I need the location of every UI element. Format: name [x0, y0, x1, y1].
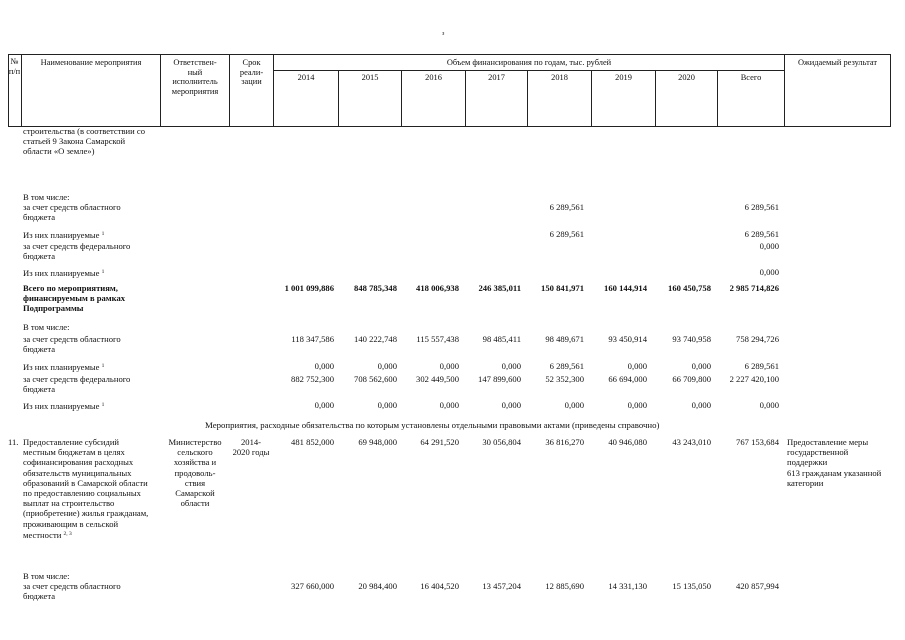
value-total: 0,000: [759, 241, 779, 251]
value-2016: 16 404,520: [420, 581, 459, 591]
header-year-2016: 2016: [425, 73, 442, 82]
value-2017: 98 485,411: [482, 334, 521, 344]
value-2017: 0,000: [501, 400, 521, 410]
value-2015: 848 785,348: [354, 283, 397, 293]
value-2019: 14 331,130: [608, 581, 647, 591]
value-2016: 0,000: [439, 361, 459, 371]
label-including: В том числе:: [23, 571, 70, 581]
value-total: 2 227 420,100: [729, 374, 779, 384]
label-regional-budget: за счет средств областного бюджета: [23, 581, 121, 602]
value-2020: 0,000: [691, 361, 711, 371]
value-2018: 52 352,300: [545, 374, 584, 384]
header-year-2020: 2020: [678, 73, 695, 82]
item-name: Предоставление субсидий местным бюджетам в целях софинансирования расходных обязательств муниципальных образований в Самарской области по предоставлению социальных выплат на строительство (приобретение) жилья гражданам, проживающим в сельской местности $^{2, 3}$: [23, 437, 149, 540]
value-2015: 708 562,600: [354, 374, 397, 384]
header-funding: Объем финансирования по годам, тыс. рублей: [446, 58, 612, 67]
header-year-2019: 2019: [615, 73, 632, 82]
label-federal-budget: за счет средств федерального бюджета: [23, 374, 131, 395]
value-2019: 0,000: [627, 361, 647, 371]
value-2018: 0,000: [564, 400, 584, 410]
header-years-border: [273, 70, 784, 71]
item-responsible: Министерство сельского хозяйства и продоволь- ствия Самарской области: [168, 437, 222, 509]
value-2020: 0,000: [691, 400, 711, 410]
value-2015: 140 222,748: [354, 334, 397, 344]
value-2015: 0,000: [377, 361, 397, 371]
value-total: 6 289,561: [744, 202, 779, 212]
page-marker: з: [442, 31, 445, 37]
value-2015: 20 984,400: [358, 581, 397, 591]
value-2017: 13 457,204: [482, 581, 521, 591]
value-total: 2 985 714,826: [729, 283, 779, 293]
value-2019: 66 694,000: [608, 374, 647, 384]
header-year-2014: 2014: [297, 73, 315, 82]
value-2018: 6 289,561: [549, 229, 584, 239]
value-2016: 418 006,938: [416, 283, 459, 293]
continued-item-name: строительства (в соответствии со статьей 9 Закона Самарской области «О земле»): [23, 126, 146, 157]
value-2019: 0,000: [627, 400, 647, 410]
value-2016: 302 449,500: [416, 374, 459, 384]
value-total: 0,000: [759, 267, 779, 277]
label-planned: Из них планируемые $^1$: [23, 268, 105, 278]
item-number: 11.: [8, 437, 19, 447]
value-2020: 93 740,958: [672, 334, 711, 344]
value-2020: 15 135,050: [672, 581, 711, 591]
value-2017: 0,000: [501, 361, 521, 371]
header-result: Ожидаемый результат: [797, 58, 878, 67]
value-2020: 160 450,758: [668, 283, 711, 293]
value-total: 6 289,561: [744, 229, 779, 239]
value-total: 758 294,726: [736, 334, 779, 344]
value-2017: 246 385,011: [478, 283, 521, 293]
col-border: [890, 54, 891, 127]
value-2017: 30 056,804: [482, 437, 521, 447]
section-title: Мероприятия, расходные обязательства по которым установлены отдельными правовыми актами (приведены справочно): [205, 420, 660, 430]
value-2014: 481 852,000: [291, 437, 334, 447]
value-2014: 118 347,586: [291, 334, 334, 344]
item-term: 2014- 2020 годы: [232, 437, 270, 458]
value-2016: 115 557,438: [416, 334, 459, 344]
value-2014: 327 660,000: [291, 581, 334, 591]
label-regional-budget: за счет средств областного бюджета: [23, 202, 121, 223]
label-total: Всего по мероприятиям, финансируемым в рамках Подпрограммы: [23, 283, 126, 314]
value-2018: 6 289,561: [549, 202, 584, 212]
value-2014: 0,000: [314, 400, 334, 410]
header-term: Срок реали- зации: [239, 58, 264, 87]
label-including: В том числе:: [23, 322, 70, 332]
value-2018: 98 489,671: [545, 334, 584, 344]
value-2017: 147 899,600: [478, 374, 521, 384]
value-2020: 43 243,010: [672, 437, 711, 447]
label-planned: Из них планируемые $^1$: [23, 362, 105, 372]
value-total: 6 289,561: [744, 361, 779, 371]
value-2020: 66 709,800: [672, 374, 711, 384]
value-2018: 150 841,971: [541, 283, 584, 293]
value-2015: 69 948,000: [358, 437, 397, 447]
header-responsible: Ответствен- ный исполнитель мероприятия: [171, 58, 219, 96]
value-2015: 0,000: [377, 400, 397, 410]
header-top-border: [8, 54, 890, 55]
value-2019: 160 144,914: [604, 283, 647, 293]
header-total: Всего: [740, 73, 762, 82]
value-total: 420 857,994: [736, 581, 779, 591]
value-total: 767 153,684: [736, 437, 779, 447]
header-name: Наименование мероприятия: [40, 58, 142, 67]
value-2018: 12 885,690: [545, 581, 584, 591]
value-2016: 0,000: [439, 400, 459, 410]
value-2019: 93 450,914: [608, 334, 647, 344]
value-2014: 1 001 099,886: [284, 283, 334, 293]
label-planned: Из них планируемые $^1$: [23, 230, 105, 240]
value-total: 0,000: [759, 400, 779, 410]
value-2018: 36 816,270: [545, 437, 584, 447]
label-regional-budget: за счет средств областного бюджета: [23, 334, 121, 355]
value-2014: 0,000: [314, 361, 334, 371]
value-2018: 6 289,561: [549, 361, 584, 371]
label-federal-budget: за счет средств федерального бюджета: [23, 241, 131, 262]
header-year-2015: 2015: [361, 73, 379, 82]
value-2016: 64 291,520: [420, 437, 459, 447]
header-year-2017: 2017: [488, 73, 505, 82]
item-result: Предоставление меры государственной поддержки 613 гражданам указанной категории: [787, 437, 882, 488]
value-2014: 882 752,300: [291, 374, 334, 384]
header-num: № п/п: [8, 57, 21, 76]
value-2019: 40 946,080: [608, 437, 647, 447]
header-year-2018: 2018: [551, 73, 568, 82]
label-planned: Из них планируемые $^1$: [23, 401, 105, 411]
label-including: В том числе:: [23, 192, 70, 202]
